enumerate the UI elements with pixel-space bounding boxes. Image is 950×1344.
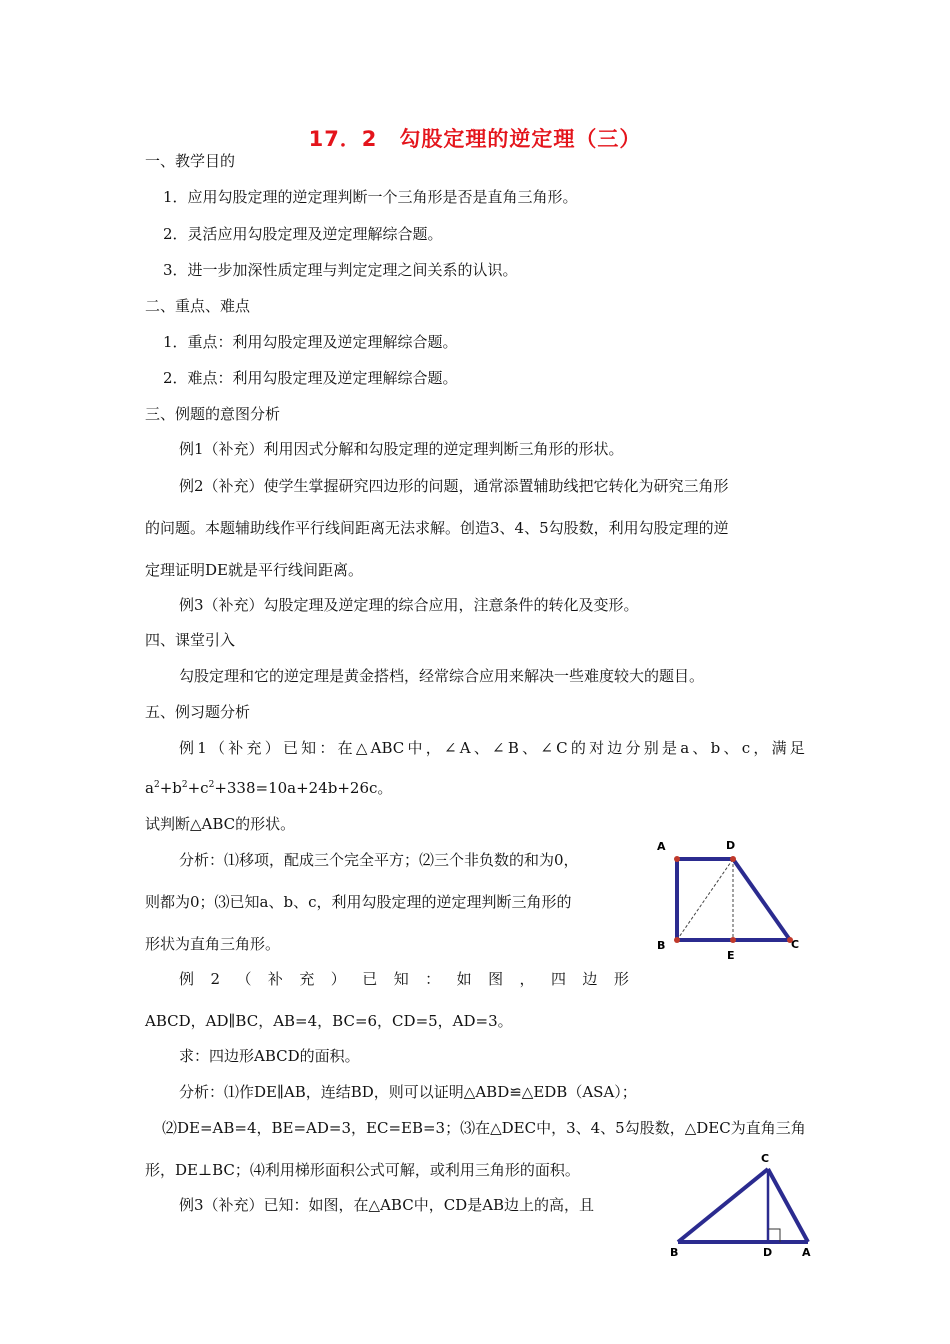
objective-2: 2．灵活应用勾股定理及逆定理解综合题。 xyxy=(163,225,443,243)
statement-word: 如 xyxy=(456,970,472,988)
statement-word: 1 xyxy=(197,739,207,757)
statement-word: 补 xyxy=(228,739,244,757)
statement-word: △ xyxy=(355,739,368,757)
example-3-statement: 例3（补充）已知：如图，在△ABC中，CD是AB边上的高，且 xyxy=(179,1196,595,1214)
section-5-heading: 五、例习题分析 xyxy=(145,703,251,721)
example-1-equation: $a^2+b^2+c^2+338=10a+24b+26c$。 xyxy=(145,779,393,797)
segment-ca xyxy=(768,1169,808,1242)
statement-word: 、 xyxy=(473,739,489,757)
statement-word: ， xyxy=(753,739,769,757)
statement-word: 例 xyxy=(179,739,195,757)
label-c: C xyxy=(761,1152,770,1165)
intro-text: 勾股定理和它的逆定理是黄金搭档，经常综合应用来解决一些难度较大的题目。 xyxy=(179,667,705,685)
keypoint-2: 2．难点：利用勾股定理及逆定理解综合题。 xyxy=(163,369,458,387)
statement-word: A xyxy=(459,739,471,757)
example-1-statement xyxy=(179,738,805,758)
figure-triangle xyxy=(660,1145,830,1265)
statement-word: 别 xyxy=(643,739,659,757)
example-2-ask: 求：四边形ABCD的面积。 xyxy=(179,1047,360,1065)
statement-word: 补 xyxy=(267,970,283,988)
intent-example-2-line-2: 的问题。本题辅助线作平行线间距离无法求解。创造3、4、5勾股数，利用勾股定理的逆 xyxy=(145,519,729,537)
statement-word: 形 xyxy=(613,970,629,988)
statement-word: 边 xyxy=(607,739,623,757)
statement-word: 已 xyxy=(362,970,378,988)
label-a: A xyxy=(657,840,666,853)
statement-word: a xyxy=(680,739,690,757)
label-e: E xyxy=(727,949,735,962)
vertex-e xyxy=(730,937,736,943)
vertex-b xyxy=(674,937,680,943)
statement-word: 、 xyxy=(522,739,538,757)
intent-example-3: 例3（补充）勾股定理及逆定理的综合应用，注意条件的转化及变形。 xyxy=(179,596,639,614)
statement-word: ， xyxy=(519,970,535,988)
statement-word: B xyxy=(507,739,519,757)
page-title: 17．2 勾股定理的逆定理（三） xyxy=(308,127,642,151)
example-2-statement xyxy=(179,969,629,989)
vertex-d xyxy=(730,856,736,862)
statement-word: 知 xyxy=(393,970,409,988)
statement-word: ） xyxy=(264,739,280,757)
statement-word: 、 xyxy=(723,739,739,757)
keypoint-1: 1．重点：利用勾股定理及逆定理解综合题。 xyxy=(163,333,458,351)
statement-word: 、 xyxy=(692,739,708,757)
statement-word: 对 xyxy=(589,739,605,757)
intent-example-2-line-3: 定理证明DE就是平行线间距离。 xyxy=(145,561,363,579)
statement-word: c xyxy=(741,739,751,757)
section-2-heading: 二、重点、难点 xyxy=(145,297,251,315)
statement-word: 分 xyxy=(625,739,641,757)
label-c: C xyxy=(791,938,800,951)
label-d: D xyxy=(763,1246,773,1259)
section-4-heading: 四、课堂引入 xyxy=(145,631,236,649)
vertex-a xyxy=(674,856,680,862)
statement-word: 的 xyxy=(570,739,586,757)
statement-word: 充 xyxy=(246,739,262,757)
example-1-analysis-line-3: 形状为直角三角形。 xyxy=(145,935,281,953)
label-b: B xyxy=(657,939,666,952)
example-1-question: 试判断△ABC的形状。 xyxy=(145,815,296,833)
objective-3: 3．进一步加深性质定理与判定定理之间关系的认识。 xyxy=(163,261,518,279)
example-2-analysis-line-1: 分析：⑴作DE∥AB，连结BD，则可以证明△ABD≌△EDB（ASA）； xyxy=(179,1083,637,1101)
statement-word: 2 xyxy=(210,970,220,988)
example-1-analysis-line-1: 分析：⑴移项，配成三个完全平方；⑵三个非负数的和为0， xyxy=(179,851,579,869)
statement-word: ， xyxy=(425,739,441,757)
statement-word: 在 xyxy=(337,739,353,757)
statement-word: 边 xyxy=(582,970,598,988)
label-b: B xyxy=(670,1246,679,1259)
statement-word: ： xyxy=(319,739,335,757)
statement-word: b xyxy=(710,739,721,757)
statement-word: C xyxy=(556,739,568,757)
statement-word: 已 xyxy=(282,739,298,757)
statement-word: ∠ xyxy=(540,739,553,757)
statement-word: 中 xyxy=(407,739,423,757)
segment-bc xyxy=(678,1169,768,1242)
figure-trapezoid xyxy=(640,830,820,970)
statement-word: 图 xyxy=(488,970,504,988)
example-2-given: ABCD，AD∥BC，AB=4，BC=6，CD=5，AD=3。 xyxy=(145,1012,513,1030)
label-a: A xyxy=(802,1246,811,1259)
example-2-analysis-line-2: ⑵DE=AB=4，BE=AD=3，EC=EB=3；⑶在△DEC中，3、4、5勾股数，△DEC为直角三角 xyxy=(162,1119,806,1137)
statement-word: 足 xyxy=(789,739,805,757)
statement-word: （ xyxy=(236,970,252,988)
label-d: D xyxy=(726,839,736,852)
segment-dc xyxy=(733,859,790,940)
statement-word: 四 xyxy=(550,970,566,988)
statement-word: ABC xyxy=(370,739,405,757)
statement-word: ） xyxy=(330,970,346,988)
statement-word: （ xyxy=(210,739,226,757)
objective-1: 1．应用勾股定理的逆定理判断一个三角形是否是直角三角形。 xyxy=(163,188,578,206)
intent-example-1: 例1（补充）利用因式分解和勾股定理的逆定理判断三角形的形状。 xyxy=(179,440,624,458)
example-2-analysis-line-3: 形，DE⊥BC；⑷利用梯形面积公式可解，或利用三角形的面积。 xyxy=(145,1161,580,1179)
statement-word: ∠ xyxy=(443,739,457,757)
statement-word: 是 xyxy=(662,739,678,757)
section-1-heading: 一、教学目的 xyxy=(145,152,236,170)
statement-word: 知 xyxy=(301,739,317,757)
statement-word: 例 xyxy=(179,970,195,988)
segment-bd xyxy=(677,859,733,940)
statement-word: ∠ xyxy=(492,739,505,757)
statement-word: 满 xyxy=(771,739,787,757)
section-3-heading: 三、例题的意图分析 xyxy=(145,405,281,423)
statement-word: 充 xyxy=(299,970,315,988)
intent-example-2-line-1: 例2（补充）使学生掌握研究四边形的问题，通常添置辅助线把它转化为研究三角形 xyxy=(179,477,729,495)
statement-word: ： xyxy=(425,970,441,988)
example-1-analysis-line-2: 则都为0；⑶已知a、b、c，利用勾股定理的逆定理判断三角形的 xyxy=(145,893,572,911)
